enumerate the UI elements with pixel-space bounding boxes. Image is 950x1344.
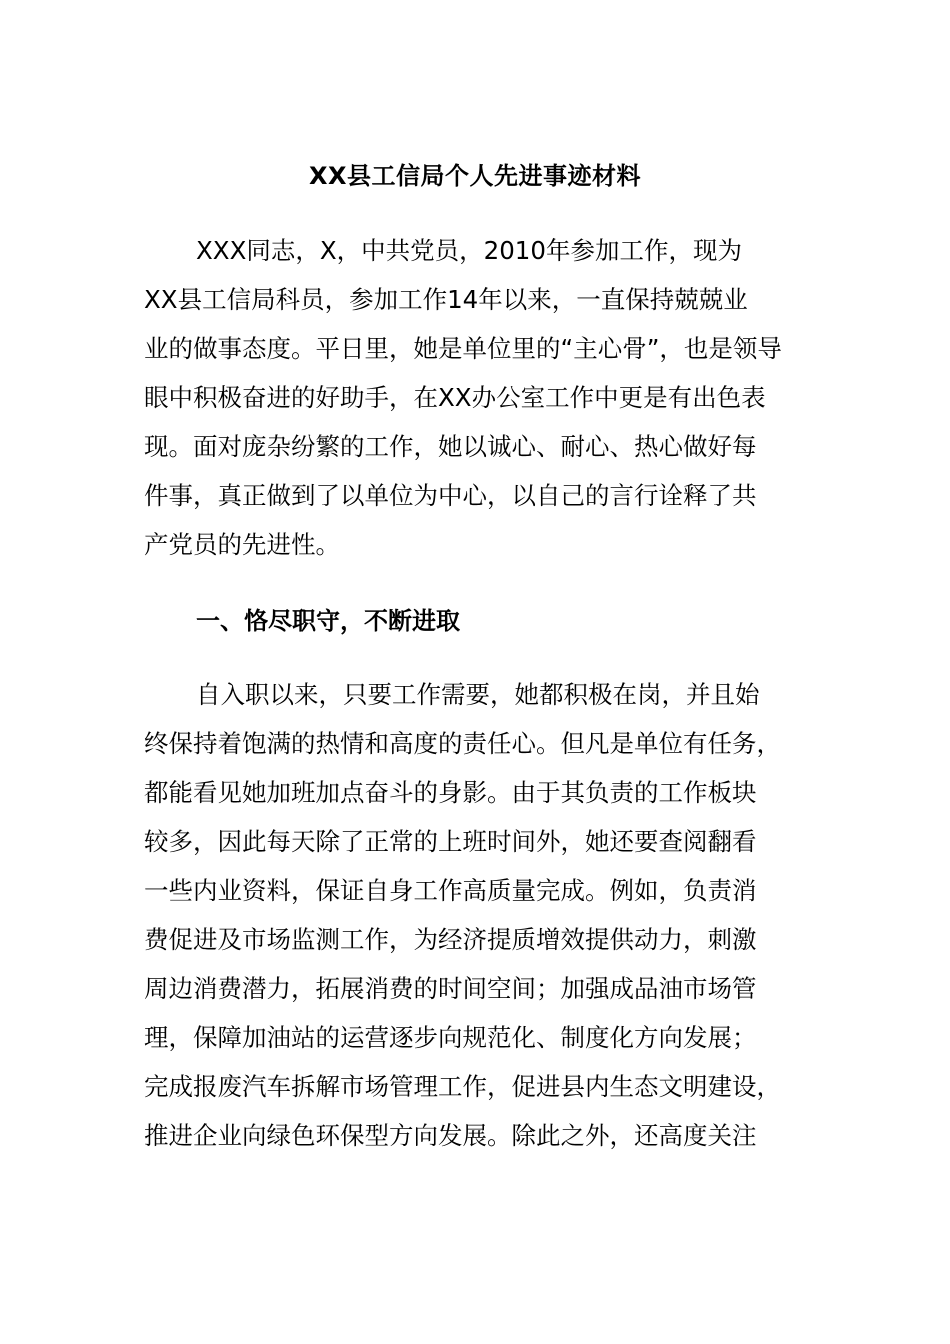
section-heading: 一、恪尽职守，不断进取 <box>196 607 460 635</box>
paragraph-line: 件事，真正做到了以单位为中心，以自己的言行诠释了共 <box>144 481 757 510</box>
paragraph-line: 都能看见她加班加点奋斗的身影。由于其负责的工作板块 <box>144 778 757 807</box>
paragraph-line: 眼中积极奋进的好助手，在XX办公室工作中更是有出色表 <box>144 383 766 412</box>
paragraph-line: 产党员的先进性。 <box>144 530 340 559</box>
paragraph-intro <box>144 226 808 569</box>
document-title: XX县工信局个人先进事迹材料 <box>308 162 641 190</box>
paragraph-line: 现。面对庞杂纷繁的工作，她以诚心、耐心、热心做好每 <box>144 432 757 461</box>
paragraph-line: 较多，因此每天除了正常的上班时间外，她还要查阅翻看 <box>144 827 757 856</box>
paragraph-line: XXX同志，X，中共党员，2010年参加工作，现为 <box>196 236 742 265</box>
paragraph-line: 业的做事态度。平日里，她是单位里的“主心骨”，也是领导 <box>144 334 782 363</box>
paragraph-line: 理，保障加油站的运营逐步向规范化、制度化方向发展； <box>144 1023 757 1052</box>
paragraph-line: 一些内业资料，保证自身工作高质量完成。例如，负责消 <box>144 876 757 905</box>
paragraph-line: 费促进及市场监测工作，为经济提质增效提供动力，刺激 <box>144 925 757 954</box>
paragraph-line: 完成报废汽车拆解市场管理工作，促进县内生态文明建设， <box>144 1072 781 1101</box>
paragraph-line: XX县工信局科员，参加工作14年以来，一直保持兢兢业 <box>144 285 748 314</box>
paragraph-line: 自入职以来，只要工作需要，她都积极在岗，并且始 <box>196 680 760 709</box>
paragraph-line: 推进企业向绿色环保型方向发展。除此之外，还高度关注 <box>144 1121 757 1150</box>
paragraph-line: 周边消费潜力，拓展消费的时间空间；加强成品油市场管 <box>144 974 757 1003</box>
paragraph-line: 终保持着饱满的热情和高度的责任心。但凡是单位有任务， <box>144 729 781 758</box>
paragraph-section1 <box>144 670 808 1160</box>
